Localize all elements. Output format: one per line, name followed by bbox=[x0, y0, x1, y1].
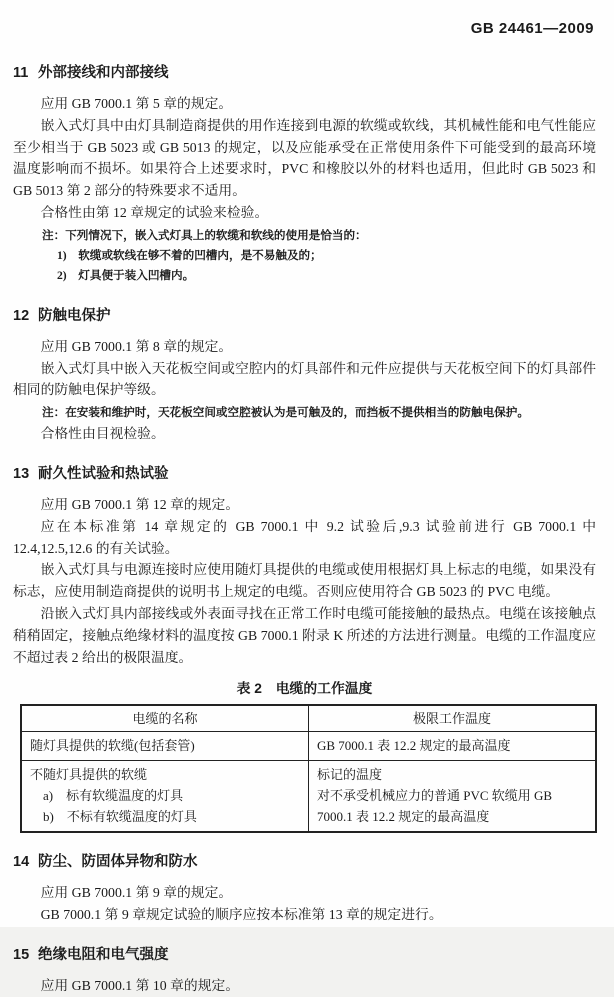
cell-line: 对不承受机械应力的普通 PVC 软缆用 GB 7000.1 表 12.2 规定的最高温度 bbox=[317, 788, 553, 825]
section-title: 防尘、防固体异物和防水 bbox=[38, 854, 198, 871]
table-row bbox=[21, 732, 596, 761]
cell-max-temp-not-supplied bbox=[309, 761, 597, 833]
section-heading-11 bbox=[13, 61, 596, 82]
cell-line: b) 不标有软缆温度的灯具 bbox=[43, 809, 197, 825]
paragraph: 沿嵌入式灯具内部接线或外表面寻找在正常工作时电缆可能接触的最热点。电缆在该接触点稍稍固定，接触点绝缘材料的温度按 GB 7000.1 附录 K 所述的方法进行测量。电缆的工作温度应不超过表 2 给出的极限温度。 bbox=[13, 605, 596, 665]
section-title: 防触电保护 bbox=[38, 307, 111, 324]
note-list-item: 2) 灯具便于装入凹槽内。 bbox=[57, 269, 195, 283]
paragraph: 应用 GB 7000.1 第 12 章的规定。 bbox=[40, 496, 240, 512]
paragraph: 合格性由目视检验。 bbox=[40, 426, 165, 442]
column-header-limit-temperature: 极限工作温度 bbox=[309, 705, 597, 732]
paragraph: GB 7000.1 第 9 章规定试验的顺序应按本标准第 13 章的规定进行。 bbox=[40, 907, 443, 923]
cell-max-temp-supplied: GB 7000.1 表 12.2 规定的最高温度 bbox=[309, 732, 597, 761]
section-heading-15 bbox=[13, 943, 596, 964]
paragraph: 应用 GB 7000.1 第 10 章的规定。 bbox=[40, 977, 240, 993]
cell-line: 不随灯具提供的软缆 bbox=[30, 767, 148, 783]
paragraph: 应用 GB 7000.1 第 8 章的规定。 bbox=[40, 338, 233, 354]
note: 注：在安装和维护时，天花板空间或空腔被认为是可触及的，而挡板不提供相当的防触电保护。 bbox=[42, 406, 529, 420]
cell-cable-not-supplied bbox=[21, 761, 309, 833]
section-title: 绝缘电阻和电气强度 bbox=[38, 946, 169, 963]
table-2 bbox=[20, 704, 597, 833]
paragraph: 应用 GB 7000.1 第 5 章的规定。 bbox=[40, 96, 233, 111]
section-heading-14 bbox=[13, 850, 596, 871]
paragraph: 嵌入式灯具中嵌入天花板空间或空腔内的灯具部件和元件应提供与天花板空间下的灯具部件相同的防触电保护等级。 bbox=[13, 360, 596, 398]
cell-cable-supplied: 随灯具提供的软缆(包括套管) bbox=[21, 732, 309, 761]
section-title: 外部接线和内部接线 bbox=[38, 65, 169, 81]
section-number: 15 bbox=[13, 946, 30, 963]
paragraph: 嵌入式灯具中由灯具制造商提供的用作连接到电源的软缆或软线，其机械性能和电气性能应至少相当于 GB 5023 或 GB 5013 的规定，以及应能承受在正常使用条件下可能受到的最高环境温度影响而不损坏。如果符合上述要求时，PVC 和橡胶以外的材料也适用，但此时 GB 5023 和 GB 5013 第 2 部分的特殊要求不适用。 bbox=[13, 117, 596, 199]
table-header-row bbox=[21, 705, 596, 732]
column-header-cable-name: 电缆的名称 bbox=[21, 705, 309, 732]
section-number: 13 bbox=[13, 465, 30, 482]
section-title: 耐久性试验和热试验 bbox=[38, 465, 169, 482]
paragraph: 应在本标准第 14 章规定的 GB 7000.1 中 9.2 试验后,9.3 试验前进行 GB 7000.1 中 12.4,12.5,12.6 的有关试验。 bbox=[13, 518, 596, 556]
note: 注：下列情况下，嵌入式灯具上的软缆和软线的使用是恰当的： bbox=[42, 228, 367, 242]
doc-number: GB 24461—2009 bbox=[470, 20, 594, 37]
section-number: 14 bbox=[13, 854, 30, 871]
note-list-item: 1) 软缆或软线在够不着的凹槽内，是不易触及的； bbox=[57, 248, 322, 262]
section-heading-12 bbox=[13, 304, 596, 325]
cell-line: 标记的温度 bbox=[317, 767, 383, 783]
section-number: 12 bbox=[13, 307, 30, 324]
paragraph: 嵌入式灯具与电源连接时应使用随灯具提供的电缆或使用根据灯具上标志的电缆，如果没有标志，应使用制造商提供的说明书上规定的电缆。否则应使用符合 GB 5023 的 PVC 电缆。 bbox=[13, 562, 596, 600]
section-heading-13 bbox=[13, 462, 596, 483]
paragraph: 应用 GB 7000.1 第 9 章的规定。 bbox=[40, 885, 233, 901]
table-row bbox=[21, 761, 596, 833]
paragraph: 合格性由第 12 章规定的试验来检验。 bbox=[40, 204, 269, 220]
section-number: 11 bbox=[13, 65, 29, 81]
table-2-caption: 表 2 电缆的工作温度 bbox=[236, 681, 373, 697]
cell-line: a) 标有软缆温度的灯具 bbox=[43, 788, 184, 804]
